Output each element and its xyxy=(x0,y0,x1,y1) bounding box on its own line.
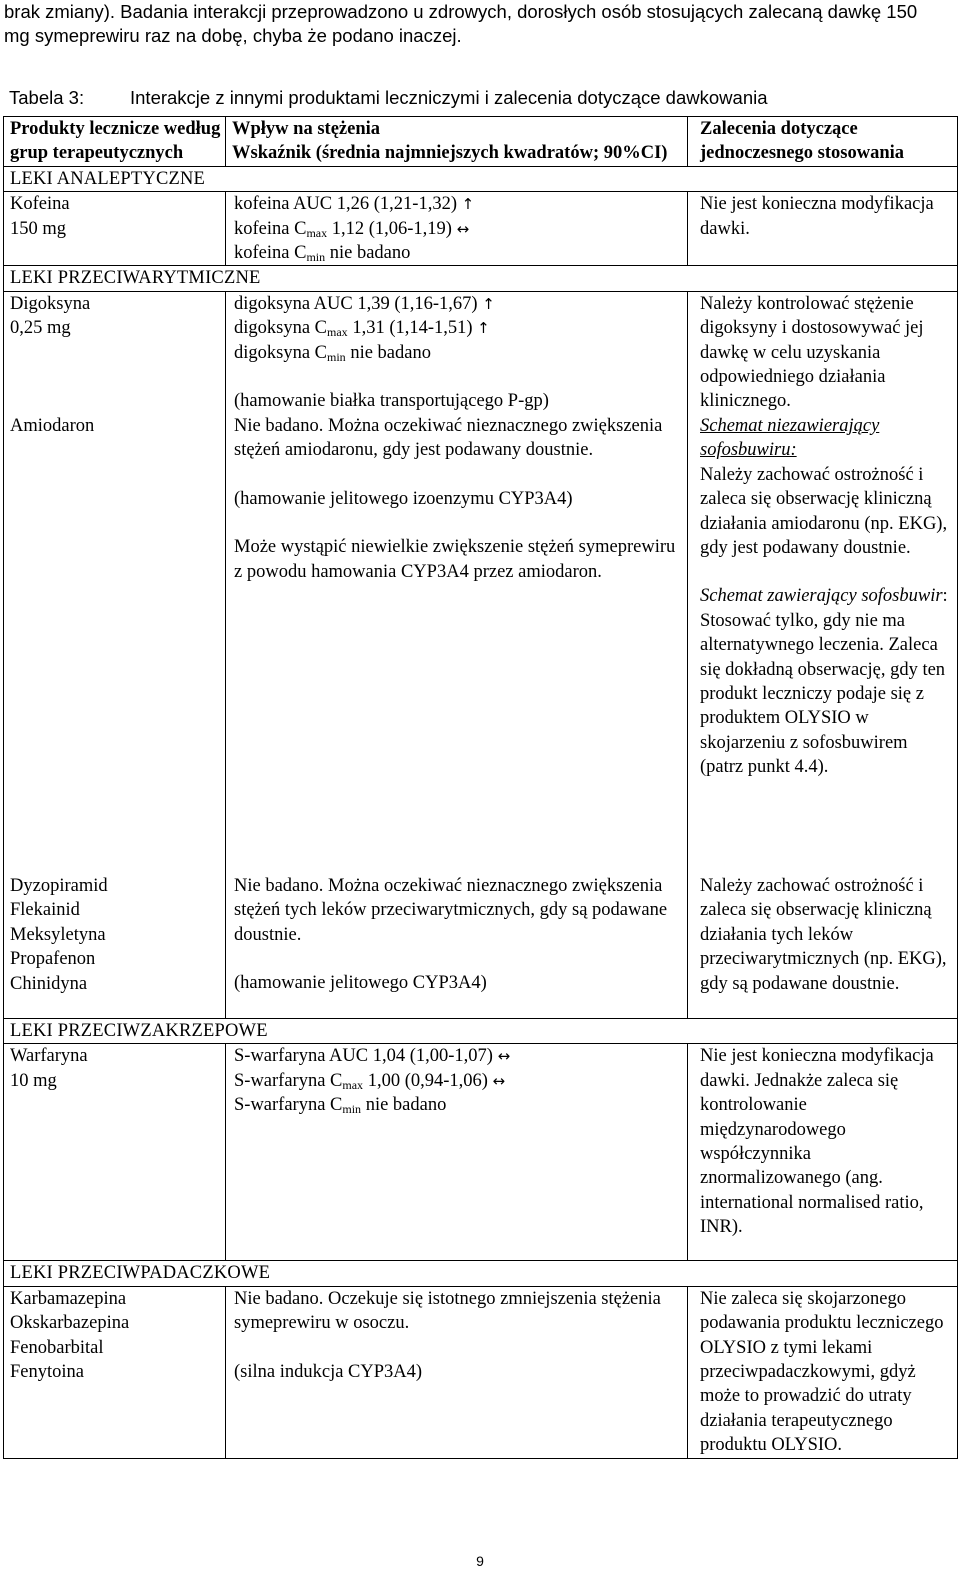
drug-cell xyxy=(4,874,226,1019)
section-row xyxy=(4,266,958,291)
effect-cmin: S-warfaryna $C_{min}$ nie badano xyxy=(234,1095,447,1117)
effect-cell xyxy=(226,291,688,414)
effect-cmin: kofeina $C_{min}$ nie badano xyxy=(234,243,411,265)
interactions-table xyxy=(3,116,958,1459)
effect-cell xyxy=(226,192,688,266)
drug-name: Dyzopiramid xyxy=(10,875,108,896)
effect-text: Nie badano. Można oczekiwać nieznacznego zwiększenia stężeń amiodaronu, gdy jest podawany doustnie. xyxy=(234,415,663,461)
recommendation-cell: Nie jest konieczna modyfikacja dawki. Jednakże zaleca się kontrolowanie międzynarodowego współczynnika znormalizowanego (ang. international normalised ratio, INR). xyxy=(688,1044,958,1261)
drug-name: Fenytoina xyxy=(10,1361,84,1382)
table-row xyxy=(4,1044,958,1261)
section-antiepileptics: LEKI PRZECIWPADACZKOWE xyxy=(4,1261,958,1286)
drug-name: Karbamazepina xyxy=(10,1288,127,1309)
effect-text: Nie badano. Można oczekiwać nieznacznego zwiększenia stężeń tych leków przeciwarytmicznych, gdy są podawane doustnie. xyxy=(234,875,668,945)
effect-mechanism: (hamowanie jelitowego izoenzymu CYP3A4) xyxy=(234,488,573,509)
effect-auc: S-warfaryna AUC 1,04 (1,00-1,07) ↔ xyxy=(234,1046,511,1067)
recommendation-text: Stosować tylko, gdy nie ma alternatywnego leczenia. Zaleca się dokładną obserwację, gdy ten produkt leczniczy podaje się z produktem OLYSIO w skojarzeniu z sofosbuwirem (patrz punkt 4.4). xyxy=(700,610,946,778)
effect-auc: kofeina AUC 1,26 (1,21-1,32) ↑ xyxy=(234,194,475,215)
drug-name: Amiodaron xyxy=(10,415,95,436)
intro-text: brak zmiany). Badania interakcji przeprowadzono u zdrowych, dorosłych osób stosujących zalecaną dawkę 150 mg symeprewiru raz na dobę, chyba że podano inaczej. xyxy=(4,1,918,47)
recommendation-heading: Schemat niezawierający sofosbuwiru: xyxy=(700,415,880,461)
recommendation-cell xyxy=(688,414,958,874)
table-row xyxy=(4,874,958,1019)
recommendation-heading: Schemat zawierający sofosbuwir: xyxy=(700,586,948,607)
drug-name: Okskarbazepina xyxy=(10,1313,130,1334)
drug-name: Fenobarbital xyxy=(10,1337,104,1358)
table-title-text: Interakcje z innymi produktami leczniczymi i zalecenia dotyczące dawkowania xyxy=(130,87,768,108)
drug-name: Flekainid xyxy=(10,900,80,921)
table-header-row xyxy=(4,117,958,167)
table-row xyxy=(4,414,958,874)
up-arrow-icon: ↑ xyxy=(482,294,495,313)
section-row xyxy=(4,1261,958,1286)
recommendation-cell: Należy kontrolować stężenie digoksyny i dostosowywać jej dawkę w celu uzyskania odpowiedniego działania klinicznego. xyxy=(688,291,958,414)
section-analeptics: LEKI ANALEPTYCZNE xyxy=(4,166,958,191)
section-antiarrhythmics: LEKI PRZECIWARYTMICZNE xyxy=(4,266,958,291)
up-arrow-icon: ↑ xyxy=(461,195,475,214)
effect-cell xyxy=(226,874,688,1019)
recommendation-cell: Nie jest konieczna modyfikacja dawki. xyxy=(688,192,958,266)
drug-cell xyxy=(4,291,226,414)
header-drug-groups: Produkty lecznicze według grup terapeutycznych xyxy=(4,117,226,167)
effect-mechanism: (hamowanie białka transportującego P-gp) xyxy=(234,391,549,412)
effect-cell xyxy=(226,414,688,874)
header-recommendation: Zalecenia dotyczące jednoczesnego stosowania xyxy=(688,117,958,167)
section-row xyxy=(4,1018,958,1043)
drug-cell xyxy=(4,1286,226,1458)
effect-cmax: S-warfaryna $C_{max}$ 1,00 (0,94-1,06) ↔ xyxy=(234,1070,506,1092)
drug-dose: 0,25 mg xyxy=(10,318,71,339)
table-title-label: Tabela 3: xyxy=(9,87,85,108)
both-arrow-icon: ↔ xyxy=(497,1047,511,1066)
section-anticoagulants: LEKI PRZECIWZAKRZEPOWE xyxy=(4,1018,958,1043)
effect-note: Może wystąpić niewielkie zwiększenie stężeń symeprewiru z powodu hamowania CYP3A4 przez amiodaron. xyxy=(234,537,676,582)
drug-cell xyxy=(4,414,226,874)
effect-cell xyxy=(226,1044,688,1261)
drug-name: Chinidyna xyxy=(10,973,88,994)
drug-dose: 150 mg xyxy=(10,218,67,239)
effect-cmax: digoksyna $C_{max}$ 1,31 (1,14-1,51) ↑ xyxy=(234,318,490,340)
header-effect-line1: Wpływ na stężenia xyxy=(232,119,380,139)
header-effect-line2: Wskaźnik (średnia najmniejszych kwadratów; 90%CI) xyxy=(232,143,668,164)
recommendation-text: Należy zachować ostrożność i zaleca się obserwację kliniczną działania amiodaronu (np. EKG), gdy jest podawany doustnie. xyxy=(700,464,948,558)
page-number: 9 xyxy=(476,1553,484,1569)
effect-auc: digoksyna AUC 1,39 (1,16-1,67) ↑ xyxy=(234,293,495,314)
drug-dose: 10 mg xyxy=(10,1070,57,1091)
drug-name: Meksyletyna xyxy=(10,924,106,945)
effect-cell xyxy=(226,1286,688,1458)
effect-mechanism: (silna indukcja CYP3A4) xyxy=(234,1361,423,1382)
table-row xyxy=(4,1286,958,1458)
drug-name: Digoksyna xyxy=(10,293,91,314)
drug-name: Kofeina xyxy=(10,194,70,215)
both-arrow-icon: ↔ xyxy=(492,1071,506,1090)
drug-name: Propafenon xyxy=(10,949,96,970)
drug-cell xyxy=(4,192,226,266)
effect-text: Nie badano. Oczekuje się istotnego zmniejszenia stężenia symeprewiru w osoczu. xyxy=(234,1288,661,1334)
effect-mechanism: (hamowanie jelitowego CYP3A4) xyxy=(234,973,487,994)
recommendation-cell: Należy zachować ostrożność i zaleca się obserwację kliniczną działania tych leków przeciwarytmicznych (np. EKG), gdy są podawane doustnie. xyxy=(688,874,958,1019)
drug-cell xyxy=(4,1044,226,1261)
drug-name: Warfaryna xyxy=(10,1046,88,1067)
both-arrow-icon: ↔ xyxy=(456,219,470,238)
section-row xyxy=(4,166,958,191)
table-row xyxy=(4,291,958,414)
header-effect xyxy=(226,117,688,167)
up-arrow-icon: ↑ xyxy=(477,319,490,338)
effect-cmax: kofeina $C_{max}$ 1,12 (1,06-1,19) ↔ xyxy=(234,218,470,240)
table-row xyxy=(4,192,958,266)
table-title xyxy=(9,86,768,110)
effect-cmin: digoksyna $C_{min}$ nie badano xyxy=(234,342,431,364)
recommendation-cell: Nie zaleca się skojarzonego podawania produktu leczniczego OLYSIO z tymi lekami przeciwpadaczkowymi, gdyż może to prowadzić do utraty działania terapeutycznego produktu OLYSIO. xyxy=(688,1286,958,1458)
